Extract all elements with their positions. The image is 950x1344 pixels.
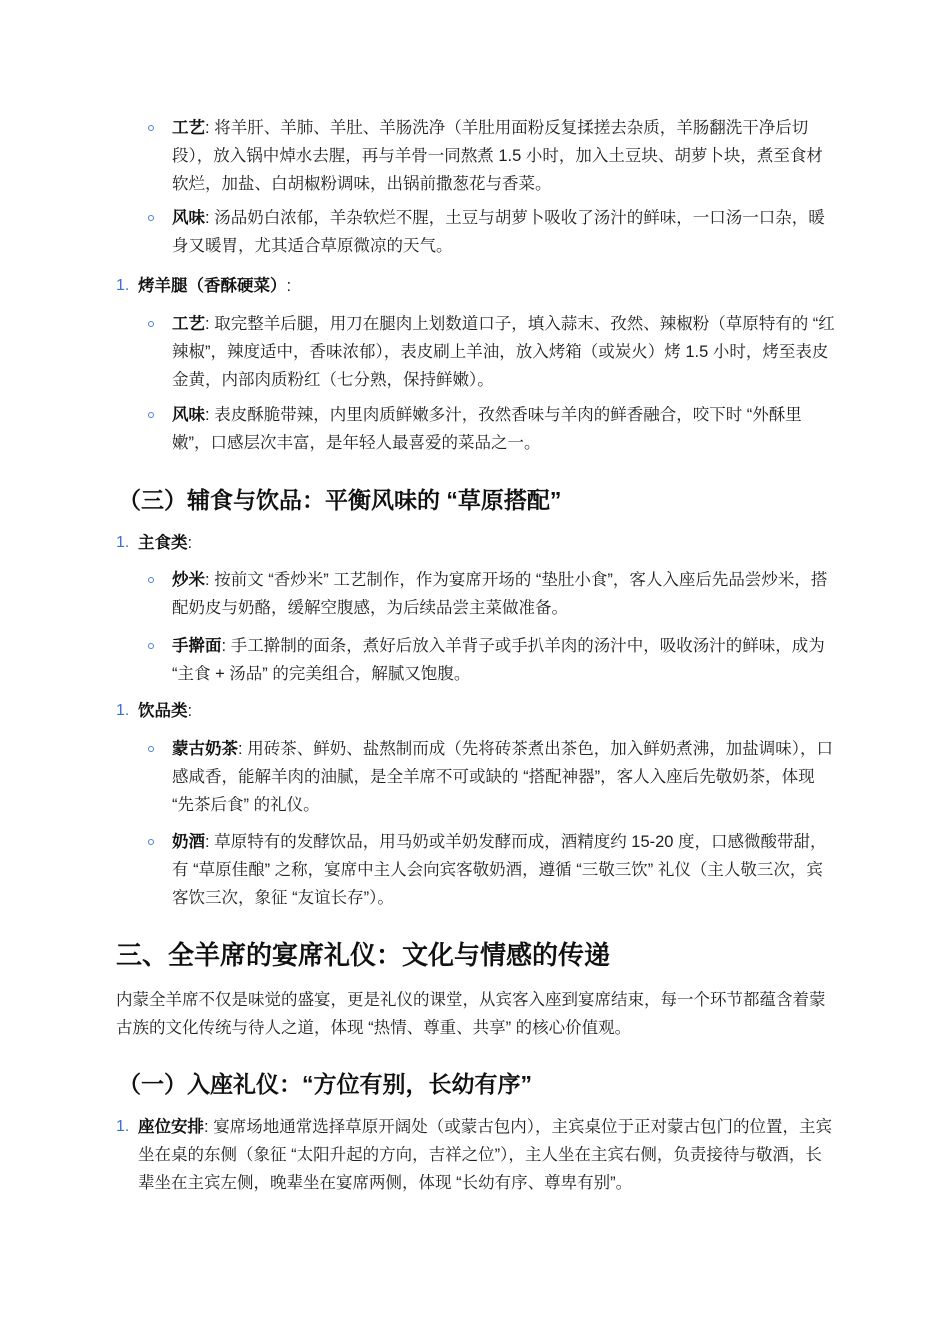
- item-text: 草原特有的发酵饮品，用马奶或羊奶发酵而成，酒精度约 15-20 度，口感微酸带甜，有 “草原佳酿” 之称，宴席中主人会向宾客敬奶酒，遵循 “三敬三饮” 礼仪（主人敬三次，宾客饮三次，象征 “友谊长存”）。: [172, 833, 827, 907]
- list-item-milk-tea: [172, 735, 837, 819]
- hollow-bullet-icon: [148, 412, 154, 418]
- hollow-bullet-icon: [148, 215, 154, 221]
- list-item-milk-wine: [172, 828, 837, 912]
- list-number: 1.: [116, 1118, 130, 1135]
- list-number: 1.: [116, 534, 130, 551]
- item-text: 用砖茶、鲜奶、盐熬制而成（先将砖茶煮出茶色，加入鲜奶煮沸，加盐调味），口感咸香，能解羊肉的油腻，是全羊席不可或缺的 “搭配神器”，客人入座后先敬奶茶，体现 “先茶后食” 的礼仪。: [172, 740, 833, 814]
- list-item-staple: [138, 529, 838, 557]
- separator: :: [205, 209, 210, 227]
- separator: :: [286, 277, 292, 295]
- item-label: 蒙古奶茶: [172, 740, 238, 758]
- item-label: 风味: [172, 406, 205, 424]
- item-text: 按前文 “香炒米” 工艺制作，作为宴席开场的 “垫肚小食”，客人入座后先品尝炒米，搭配奶皮与奶酪，缓解空腹感，为后续品尝主菜做准备。: [172, 571, 828, 617]
- list-number: 1.: [116, 702, 130, 719]
- item-title: 主食类: [138, 534, 188, 552]
- list-number: 1.: [116, 277, 130, 294]
- item-text: 表皮酥脆带辣，内里肉质鲜嫩多汁，孜然香味与羊肉的鲜香融合，咬下时 “外酥里嫩”，口感层次丰富，是年轻人最喜爱的菜品之一。: [172, 406, 802, 452]
- list-item-fried-millet: [172, 566, 837, 622]
- chapter-heading: 三、全羊席的宴席礼仪：文化与情感的传递: [116, 940, 611, 970]
- item-text: 取完整羊后腿，用刀在腿肉上划数道口子，填入蒜末、孜然、辣椒粉（草原特有的 “红辣椒”，辣度适中，香味浓郁），表皮刷上羊油，放入烤箱（或炭火）烤 1.5 小时，烤至表皮金黄，内部肉质粉红（七分熟，保持鲜嫩）。: [172, 315, 835, 389]
- item-label: 手擀面: [172, 637, 222, 655]
- separator: :: [205, 119, 210, 137]
- separator: :: [204, 1118, 209, 1136]
- intro-paragraph: 内蒙全羊席不仅是味觉的盛宴，更是礼仪的课堂，从宾客入座到宴席结束，每一个环节都蕴含着蒙古族的文化传统与待人之道，体现 “热情、尊重、共享” 的核心价值观。: [116, 991, 826, 1037]
- hollow-bullet-icon: [148, 577, 154, 583]
- section-heading: （一）入座礼仪：“方位有别，长幼有序”: [118, 1071, 532, 1097]
- separator: :: [221, 637, 227, 655]
- item-label: 工艺: [172, 119, 205, 137]
- item-label: 奶酒: [172, 833, 205, 851]
- separator: :: [205, 571, 210, 589]
- hollow-bullet-icon: [148, 321, 154, 327]
- list-item-craft: [172, 114, 837, 198]
- hollow-bullet-icon: [148, 643, 154, 649]
- separator: :: [187, 534, 193, 552]
- hollow-bullet-icon: [148, 746, 154, 752]
- list-item-seating: [138, 1113, 838, 1197]
- list-item-roast-leg: [138, 272, 838, 300]
- list-item-noodles: [172, 632, 837, 688]
- item-label: 工艺: [172, 315, 205, 333]
- item-text: 手工擀制的面条，煮好后放入羊背子或手扒羊肉的汤汁中，吸收汤汁的鲜味，成为 “主食 + 汤品” 的完美组合，解腻又饱腹。: [172, 637, 825, 683]
- item-label: 座位安排: [138, 1118, 204, 1136]
- item-text: 汤品奶白浓郁，羊杂软烂不腥，土豆与胡萝卜吸收了汤汁的鲜味，一口汤一口杂，暖身又暖胃，尤其适合草原微凉的天气。: [172, 209, 825, 255]
- list-item-flavor: [172, 401, 837, 457]
- separator: :: [238, 740, 243, 758]
- item-title: 烤羊腿（香酥硬菜）: [138, 277, 287, 295]
- hollow-bullet-icon: [148, 839, 154, 845]
- separator: :: [205, 833, 210, 851]
- list-item-drinks: [138, 697, 838, 725]
- section-heading: （三）辅食与饮品：平衡风味的 “草原搭配”: [118, 487, 562, 513]
- item-text: 将羊肝、羊肺、羊肚、羊肠洗净（羊肚用面粉反复揉搓去杂质，羊肠翻洗干净后切段），放入锅中焯水去腥，再与羊骨一同熬煮 1.5 小时，加入土豆块、胡萝卜块，煮至食材软烂，加盐、白胡椒粉调味，出锅前撒葱花与香菜。: [172, 119, 823, 193]
- hollow-bullet-icon: [148, 125, 154, 131]
- item-text: 宴席场地通常选择草原开阔处（或蒙古包内），主宾桌位于正对蒙古包门的位置，主宾坐在桌的东侧（象征 “太阳升起的方向，吉祥之位”），主人坐在主宾右侧，负责接待与敬酒，长辈坐在主宾左侧，晚辈坐在宴席两侧，体现 “长幼有序、尊卑有别”。: [138, 1118, 832, 1192]
- separator: :: [205, 406, 210, 424]
- item-label: 炒米: [172, 571, 205, 589]
- list-item-flavor: [172, 204, 837, 260]
- item-label: 风味: [172, 209, 205, 227]
- separator: :: [205, 315, 210, 333]
- separator: :: [187, 702, 193, 720]
- item-title: 饮品类: [138, 702, 188, 720]
- list-item-craft: [172, 310, 837, 394]
